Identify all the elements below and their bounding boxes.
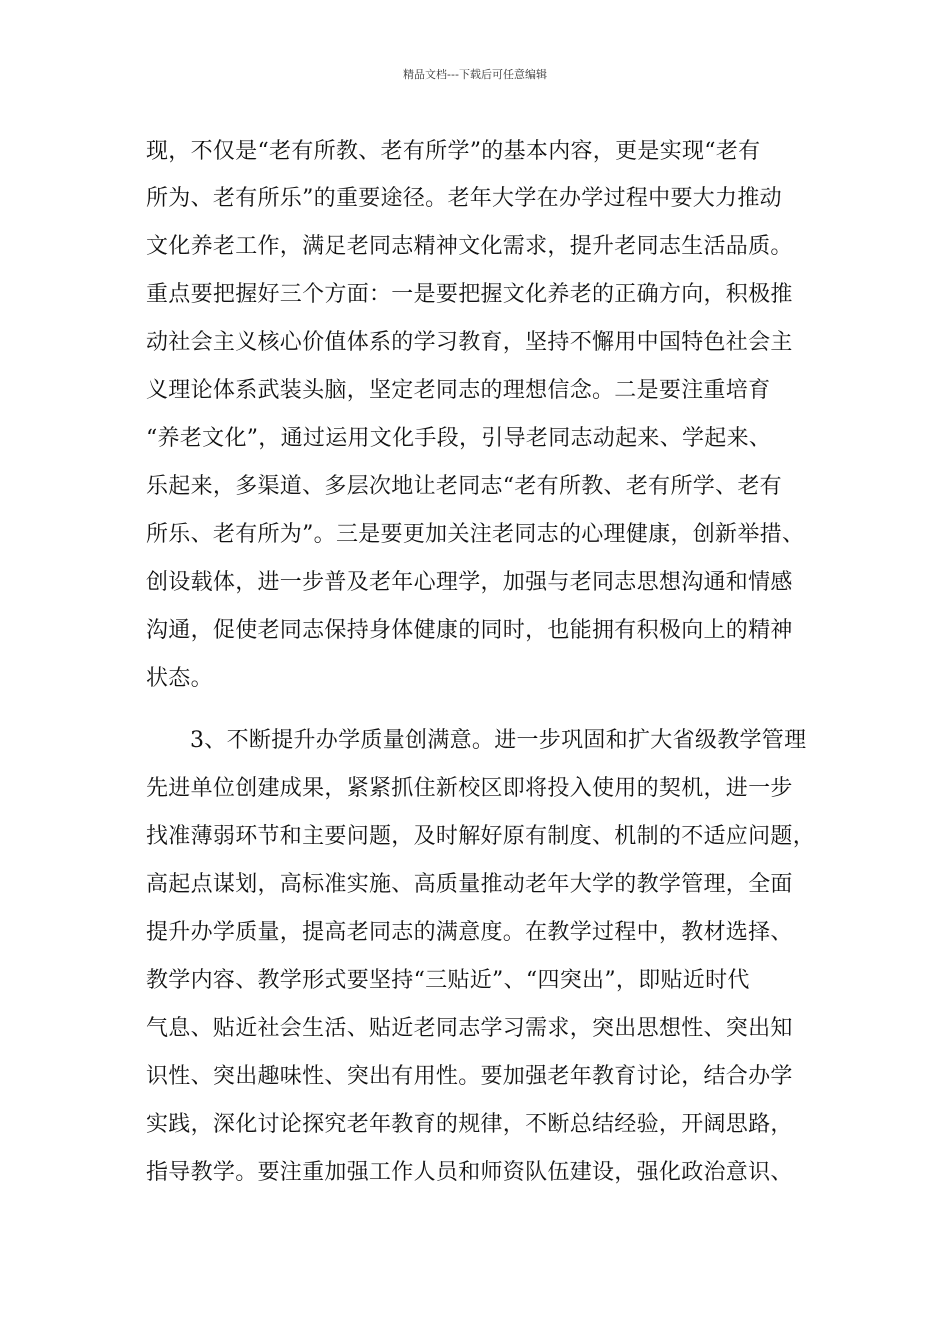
text-line: 气息、贴近社会生活、贴近老同志学习需求，突出思想性、突出知 (146, 1016, 793, 1041)
text-line: 沟通，促使老同志保持身体健康的同时，也能拥有积极向上的精神 (146, 618, 793, 643)
text-line: 重点要把握好三个方面：一是要把握文化养老的正确方向，积极推 (146, 282, 793, 307)
text-line: 找准薄弱环节和主要问题，及时解好原有制度、机制的不适应问题， (146, 824, 816, 849)
text-line: 乐起来，多渠道、多层次地让老同志“老有所教、老有所学、老有 (146, 474, 782, 499)
text-line: 高起点谋划，高标准实施、高质量推动老年大学的教学管理，全面 (146, 872, 793, 897)
text-line: 动社会主义核心价值体系的学习教育，坚持不懈用中国特色社会主 (146, 330, 793, 355)
text-line: 识性、突出趣味性、突出有用性。要加强老年教育讨论，结合办学 (146, 1064, 793, 1089)
text-line: 所为、老有所乐”的重要途径。老年大学在办学过程中要大力推动 (146, 186, 782, 211)
text-line: 义理论体系武装头脑，坚定老同志的理想信念。二是要注重培育 (146, 378, 771, 403)
text-line: 状态。 (146, 666, 213, 691)
text-line: “养老文化”，通过运用文化手段，引导老同志动起来、学起来、 (146, 426, 772, 451)
text-line: 教学内容、教学形式要坚持“三贴近”、“四突出”，即贴近时代 (146, 968, 750, 993)
text-line: 指导教学。要注重加强工作人员和师资队伍建设，强化政治意识、 (146, 1160, 793, 1185)
text-line: 所乐、老有所为”。三是要更加关注老同志的心理健康，创新举措、 (146, 522, 805, 547)
page-header: 精品文档---下载后可任意编辑 (403, 68, 547, 81)
text-line: 先进单位创建成果，紧紧抓住新校区即将投入使用的契机，进一步 (146, 776, 793, 801)
text-line: 3、不断提升办学质量创满意。进一步巩固和扩大省级教学管理 (190, 728, 807, 753)
text-line: 创设载体，进一步普及老年心理学，加强与老同志思想沟通和情感 (146, 570, 793, 595)
text-line: 文化养老工作，满足老同志精神文化需求，提升老同志生活品质。 (146, 234, 793, 259)
text-line: 现，不仅是“老有所教、老有所学”的基本内容，更是实现“老有 (146, 139, 761, 164)
text-line: 提升办学质量，提高老同志的满意度。在教学过程中，教材选择、 (146, 920, 793, 945)
text-line: 实践，深化讨论探究老年教育的规律，不断总结经验，开阔思路， (146, 1112, 793, 1137)
